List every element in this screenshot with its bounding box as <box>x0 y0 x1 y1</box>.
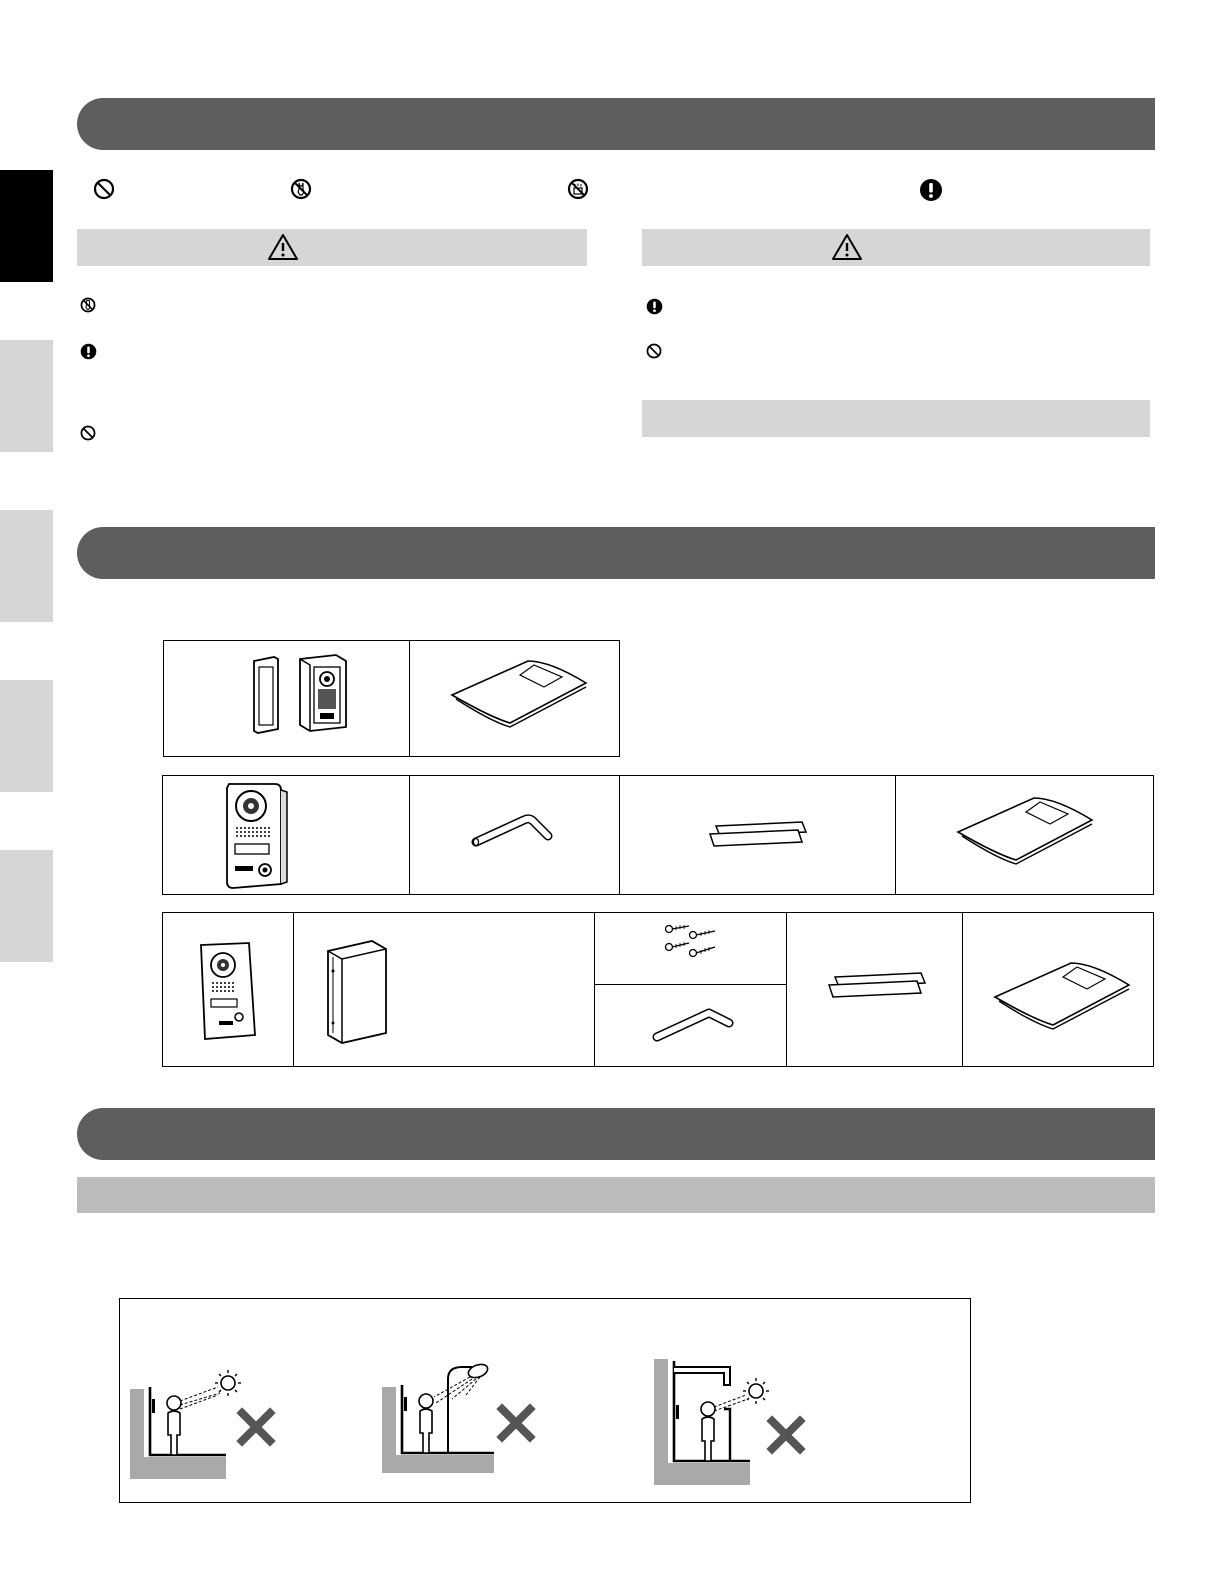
instruction-sheet-icon <box>956 792 1096 868</box>
sub-header-bar <box>77 1177 1155 1213</box>
x-mark-icon <box>236 1407 276 1447</box>
do-not-wet-icon <box>567 178 589 200</box>
side-tab-3[interactable] <box>0 510 53 622</box>
adhesive-strips-icon <box>827 969 927 999</box>
side-tab-5[interactable] <box>0 850 53 962</box>
parts-cell <box>163 776 410 894</box>
prohibited-icon <box>80 425 96 441</box>
parts-cell <box>410 641 619 756</box>
parts-cell <box>787 913 963 1066</box>
instruction-sheet-icon <box>450 655 590 731</box>
section-header-parts <box>77 527 1155 579</box>
warning-triangle-icon <box>831 233 863 261</box>
parts-cell <box>164 641 410 756</box>
mandatory-icon <box>80 343 97 360</box>
do-not-disassemble-icon <box>80 297 96 313</box>
section-header-installation <box>77 1108 1155 1160</box>
section-header-precautions <box>77 98 1155 150</box>
x-mark-icon <box>766 1415 806 1455</box>
parts-cell <box>294 913 595 1066</box>
prohibited-icon <box>646 343 662 359</box>
warning-bar-left <box>77 229 587 266</box>
parts-row-1 <box>163 640 620 757</box>
mandatory-icon <box>919 178 943 202</box>
parts-row-2 <box>162 775 1154 895</box>
parts-cell <box>163 913 294 1066</box>
parts-cell <box>410 776 620 894</box>
cell-divider <box>595 984 786 985</box>
x-mark-icon <box>496 1403 536 1443</box>
installation-examples-frame <box>119 1298 971 1503</box>
screws-icon <box>663 919 723 963</box>
side-tab-2[interactable] <box>0 340 53 452</box>
mandatory-icon <box>646 298 663 315</box>
warning-bar-right <box>642 229 1150 266</box>
parts-cell-split <box>595 913 787 1066</box>
hex-wrench-icon <box>470 812 554 848</box>
hex-wrench-icon <box>651 1005 735 1045</box>
warning-triangle-icon <box>267 233 299 261</box>
surface-door-station-icon <box>223 780 293 890</box>
back-box-icon <box>324 937 394 1047</box>
door-station-with-cover-icon <box>250 649 350 735</box>
parts-cell <box>620 776 896 894</box>
side-tab-active[interactable] <box>0 170 53 282</box>
side-tab-4[interactable] <box>0 680 53 792</box>
caution-bar-right <box>642 400 1150 437</box>
parts-cell <box>896 776 1153 894</box>
shower-spray-figure <box>382 1359 512 1479</box>
flush-door-station-icon <box>197 941 259 1041</box>
instruction-sheet-icon <box>993 957 1133 1033</box>
parts-cell <box>963 913 1153 1066</box>
parts-row-3 <box>162 912 1154 1067</box>
adhesive-strips-icon <box>708 818 808 848</box>
do-not-disassemble-icon <box>290 178 312 200</box>
prohibited-icon <box>93 178 115 200</box>
